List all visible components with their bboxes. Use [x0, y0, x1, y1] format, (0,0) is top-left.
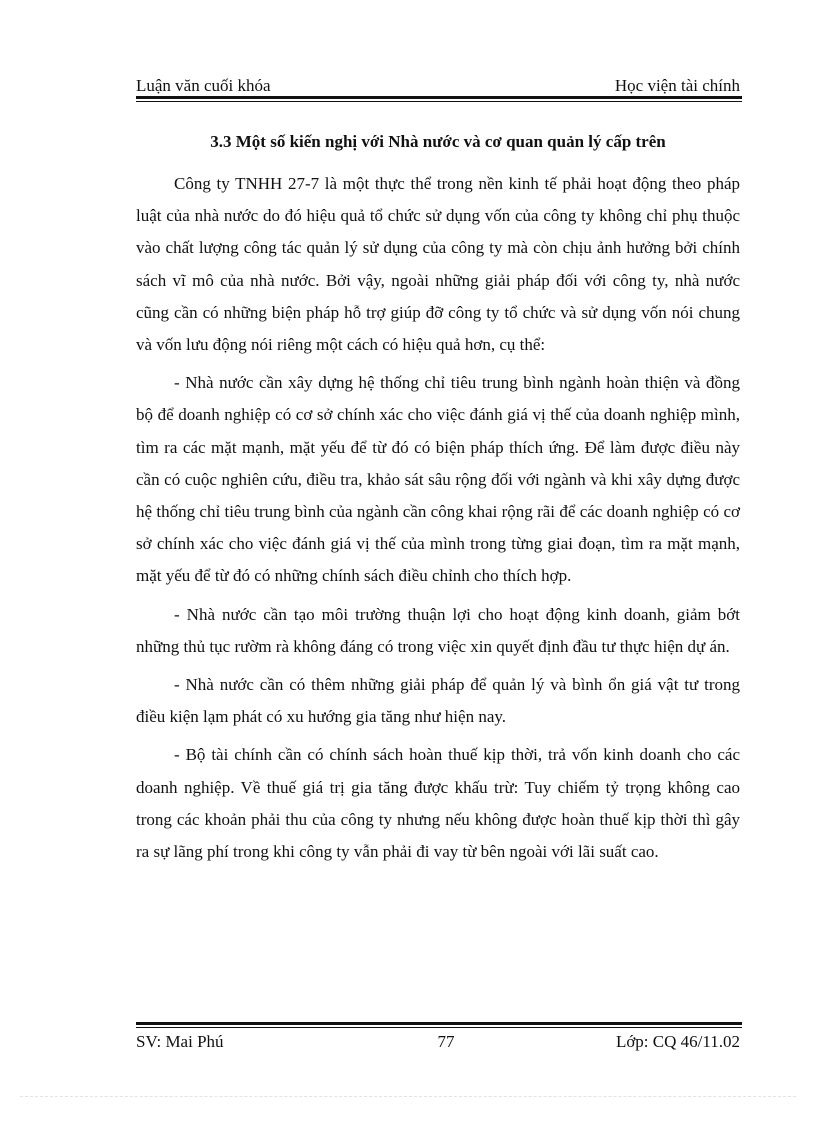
header-institution: Học viện tài chính	[614, 76, 740, 95]
section-heading: 3.3 Một số kiến nghị với Nhà nước và cơ quan quản lý cấp trên	[210, 132, 666, 151]
page-footer	[136, 1031, 740, 1053]
footer-rule-thin	[136, 1027, 742, 1028]
paragraph-recommendation-2: - Nhà nước cần tạo môi trường thuận lợi cho hoạt động kinh doanh, giảm bớt những thủ tục rườm rà không đáng có trong việc xin quyết định đầu tư thực hiện dự án.	[136, 604, 740, 656]
paragraph-recommendation-3: - Nhà nước cần có thêm những giải pháp để quản lý và bình ổn giá vật tư trong điều kiện lạm phát có xu hướng gia tăng như hiện nay.	[136, 675, 740, 727]
header-rule-thick	[136, 96, 742, 99]
page-header	[136, 76, 740, 96]
footer-student: SV: Mai Phú	[136, 1032, 224, 1051]
paragraph-recommendation-1: - Nhà nước cần xây dựng hệ thống chỉ tiêu trung bình ngành hoàn thiện và đồng bộ để doanh nghiệp có cơ sở chính xác cho việc đánh giá vị thế của doanh nghiệp mình, tìm ra các mặt mạnh, mặt yếu để từ đó có biện pháp thích ứng. Để làm được điều này cần có cuộc nghiên cứu, điều tra, khảo sát sâu rộng đối với ngành và khi xây dựng được hệ thống chỉ tiêu trung bình của ngành cần công khai rộng rãi để các doanh nghiệp có cơ sở chính xác cho việc đánh giá vị thế của mình trong từng giai đoạn, tìm ra mặt mạnh, mặt yếu để từ đó có những chính sách điều chỉnh cho thích hợp.	[136, 373, 740, 586]
page-number: 77	[437, 1032, 455, 1051]
page-edge-divider	[20, 1096, 796, 1097]
paragraph-recommendation-4: - Bộ tài chính cần có chính sách hoàn thuế kịp thời, trả vốn kinh doanh cho các doanh nghiệp. Về thuế giá trị gia tăng được khấu trừ: Tuy chiếm tỷ trọng không cao trong các khoản phải thu của công ty nhưng nếu không được hoàn thuế kịp thời thì gây ra sự lãng phí trong khi công ty vẫn phải đi vay từ bên ngoài với lãi suất cao.	[136, 745, 740, 862]
footer-class: Lớp: CQ 46/11.02	[615, 1032, 740, 1051]
header-thesis-label: Luận văn cuối khóa	[136, 76, 271, 95]
body-content	[136, 168, 740, 874]
header-rule-thin	[136, 101, 742, 102]
footer-rule-thick	[136, 1022, 742, 1025]
paragraph-intro: Công ty TNHH 27-7 là một thực thể trong nền kinh tế phải hoạt động theo pháp luật của nhà nước do đó hiệu quả tổ chức sử dụng vốn của công ty không chỉ phụ thuộc vào chất lượng công tác quản lý sử dụng của công ty mà còn chịu ảnh hưởng bởi chính sách vĩ mô của nhà nước. Bởi vậy, ngoài những giải pháp đối với công ty, nhà nước cũng cần có những biện pháp hỗ trợ giúp đỡ công ty tổ chức và sử dụng vốn nói chung và vốn lưu động nói riêng một cách có hiệu quả hơn, cụ thể:	[136, 174, 740, 355]
